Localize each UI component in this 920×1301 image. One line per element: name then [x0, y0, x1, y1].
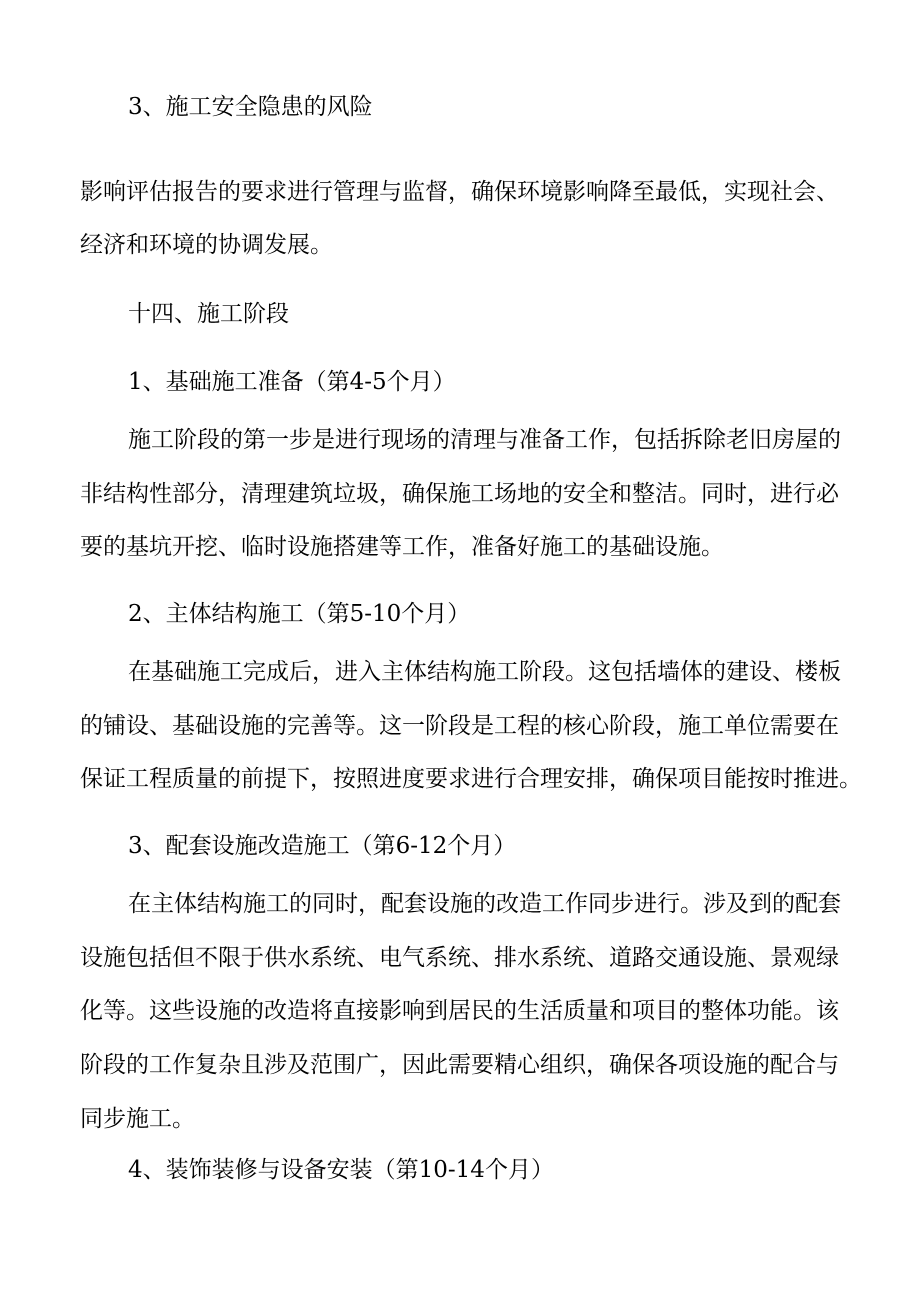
- paragraph-line: 要的基坑开挖、临时设施搭建等工作，准备好施工的基础设施。: [80, 534, 724, 560]
- paragraph-line: 影响评估报告的要求进行管理与监督，确保环境影响降至最低，实现社会、: [80, 179, 839, 205]
- paragraph-line: 化等。这些设施的改造将直接影响到居民的生活质量和项目的整体功能。该: [80, 998, 839, 1024]
- paragraph-line: 设施包括但不限于供水系统、电气系统、排水系统、道路交通设施、景观绿: [80, 945, 839, 971]
- subheading-step-3: 3、配套设施改造施工（第6-12个月）: [128, 833, 517, 859]
- paragraph-line: 保证工程质量的前提下，按照进度要求进行合理安排，确保项目能按时推进。: [80, 766, 862, 792]
- paragraph-line: 经济和环境的协调发展。: [80, 232, 333, 258]
- heading-risk-3: 3、施工安全隐患的风险: [128, 94, 373, 120]
- paragraph-line: 在基础施工完成后，进入主体结构施工阶段。这包括墙体的建设、楼板: [128, 659, 841, 685]
- subheading-step-4: 4、装饰装修与设备安装（第10-14个月）: [128, 1157, 554, 1183]
- paragraph-line: 施工阶段的第一步是进行现场的清理与准备工作，包括拆除老旧房屋的: [128, 427, 841, 453]
- paragraph-line: 同步施工。: [80, 1106, 195, 1132]
- subheading-step-2: 2、主体结构施工（第5-10个月）: [128, 601, 471, 627]
- paragraph-line: 阶段的工作复杂且涉及范围广，因此需要精心组织，确保各项设施的配合与: [80, 1052, 839, 1078]
- subheading-step-1: 1、基础施工准备（第4-5个月）: [128, 369, 456, 395]
- paragraph-line: 非结构性部分，清理建筑垃圾，确保施工场地的安全和整洁。同时，进行必: [80, 481, 839, 507]
- paragraph-line: 在主体结构施工的同时，配套设施的改造工作同步进行。涉及到的配套: [128, 891, 841, 917]
- paragraph-line: 的铺设、基础设施的完善等。这一阶段是工程的核心阶段，施工单位需要在: [80, 713, 839, 739]
- section-heading-14: 十四、施工阶段: [128, 301, 289, 327]
